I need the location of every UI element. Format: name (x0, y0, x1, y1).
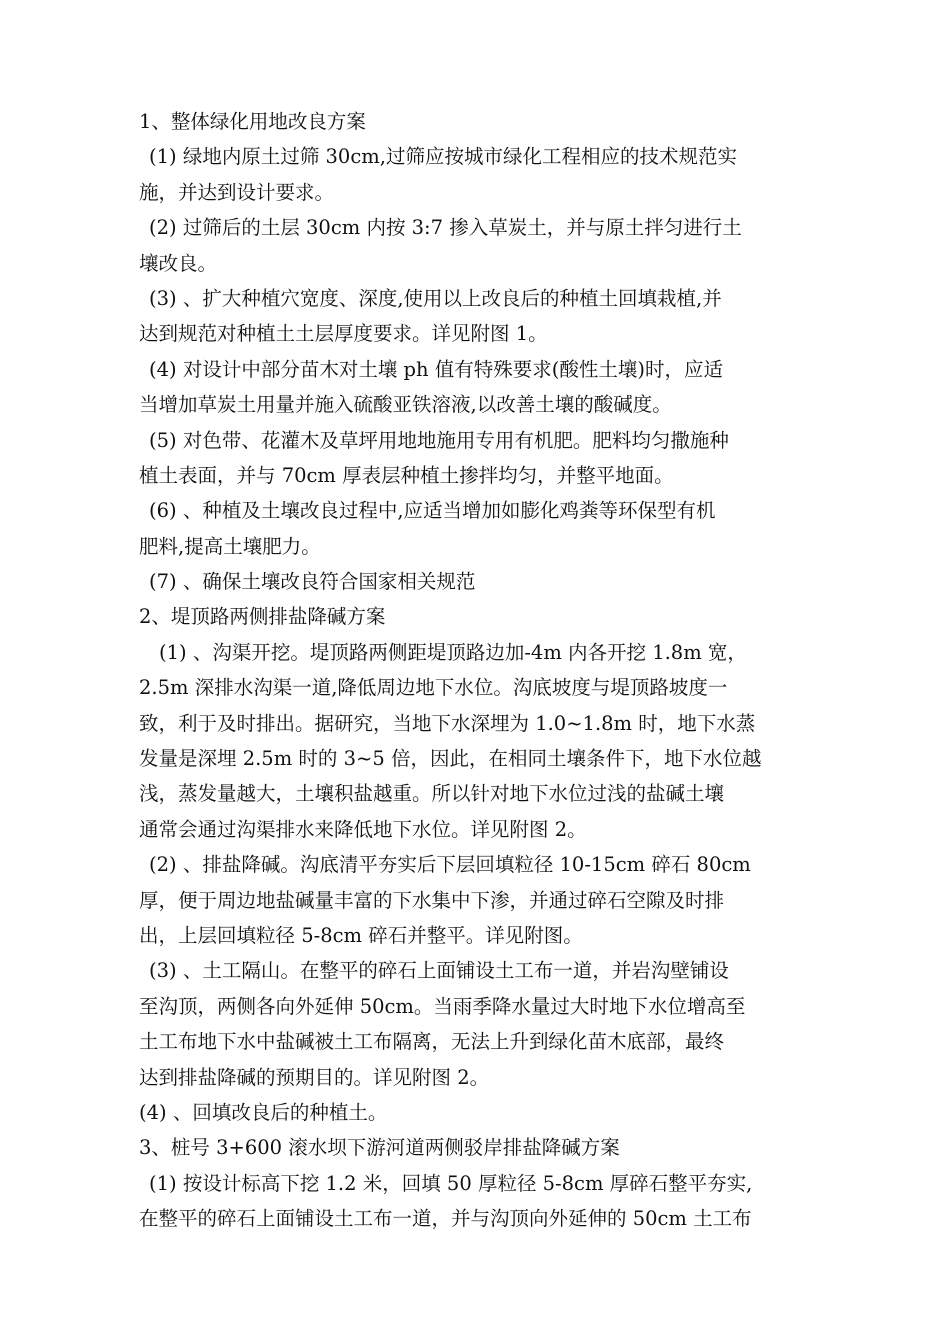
text-line: (1) 绿地内原土过筛 30cm,过筛应按城市绿化工程相应的技术规范实 (149, 145, 737, 169)
text-line: 2、堤顶路两侧排盐降碱方案 (139, 605, 386, 629)
text-line: 植土表面，并与 70cm 厚表层种植土掺拌均匀，并整平地面。 (139, 463, 674, 487)
text-line: 土工布地下水中盐碱被土工布隔离，无法上升到绿化苗木底部，最终 (139, 1030, 725, 1054)
text-line: 3、桩号 3+600 滚水坝下游河道两侧驳岸排盐降碱方案 (139, 1136, 620, 1160)
text-line: 浅，蒸发量越大，土壤积盐越重。所以针对地下水位过浅的盐碱土壤 (139, 782, 725, 806)
text-line: 肥料,提高土壤肥力。 (139, 534, 321, 558)
text-line: 出，上层回填粒径 5-8cm 碎石并整平。详见附图。 (139, 923, 583, 947)
text-line: (4) 对设计中部分苗木对土壤 ph 值有特殊要求(酸性土壤)时，应适 (149, 357, 723, 381)
text-line: (4) 、回填改良后的种植土。 (139, 1100, 388, 1124)
text-line: 当增加草炭土用量并施入硫酸亚铁溶液,以改善土壤的酸碱度。 (139, 393, 672, 417)
text-line: 致，利于及时排出。据研究，当地下水深埋为 1.0~1.8m 时，地下水蒸 (139, 711, 756, 735)
text-line: (1) 按设计标高下挖 1.2 米，回填 50 厚粒径 5-8cm 厚碎石整平夯实, (149, 1171, 753, 1195)
text-line: (1) 、沟渠开挖。堤顶路两侧距堤顶路边加-4m 内各开挖 1.8m 宽， (159, 640, 747, 664)
text-line: 发量是深埋 2.5m 时的 3~5 倍，因此，在相同土壤条件下，地下水位越 (139, 747, 762, 771)
text-line: 在整平的碎石上面铺设土工布一道，并与沟顶向外延伸的 50cm 土工布 (139, 1207, 752, 1231)
text-line: (5) 对色带、花灌木及草坪用地地施用专用有机肥。肥料均匀撒施种 (149, 428, 729, 452)
text-line: 通常会通过沟渠排水来降低地下水位。详见附图 2。 (139, 817, 587, 841)
text-line: 达到规范对种植土土层厚度要求。详见附图 1。 (139, 322, 548, 346)
text-line: 达到排盐降碱的预期目的。详见附图 2。 (139, 1065, 490, 1089)
document-page (139, 104, 824, 1237)
text-line: (7) 、确保土壤改良符合国家相关规范 (149, 570, 476, 594)
text-line: (3) 、土工隔山。在整平的碎石上面铺设土工布一道，并岩沟壁铺设 (149, 959, 729, 983)
text-line: (2) 过筛后的土层 30cm 内按 3:7 掺入草炭土，并与原土拌匀进行土 (149, 216, 742, 240)
text-line: (6) 、种植及土壤改良过程中,应适当增加如膨化鸡粪等环保型有机 (149, 499, 716, 523)
text-line: 厚，便于周边地盐碱量丰富的下水集中下渗，并通过碎石空隙及时排 (139, 888, 725, 912)
text-line: 至沟顶，两侧各向外延伸 50cm。当雨季降水量过大时地下水位增高至 (139, 994, 746, 1018)
text-line: (2) 、排盐降碱。沟底清平夯实后下层回填粒径 10-15cm 碎石 80cm (149, 853, 751, 877)
text-line: (3) 、扩大种植穴宽度、深度,使用以上改良后的种植土回填栽植,并 (149, 286, 722, 310)
text-line: 壤改良。 (139, 251, 218, 275)
text-line: 1、整体绿化用地改良方案 (139, 110, 366, 133)
text-line: 2.5m 深排水沟渠一道,降低周边地下水位。沟底坡度与堤顶路坡度一 (139, 676, 728, 700)
text-line: 施，并达到设计要求。 (139, 180, 335, 204)
